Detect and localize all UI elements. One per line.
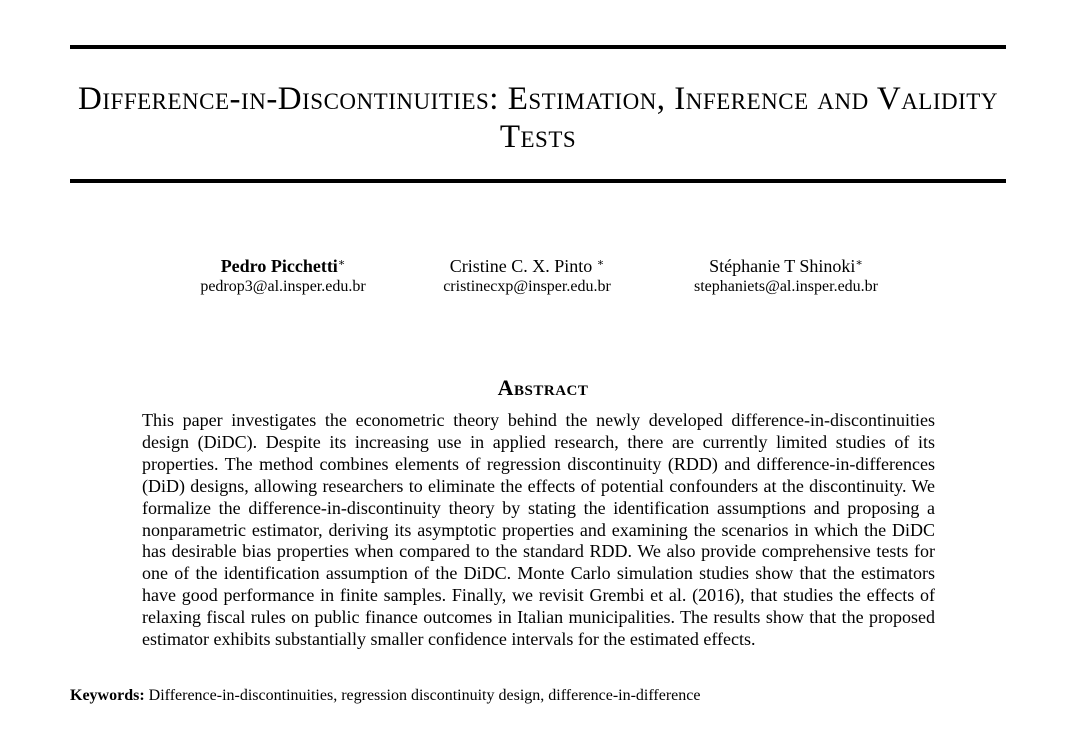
author-footnote-mark: ∗	[596, 257, 605, 269]
keywords-label: Keywords:	[70, 687, 145, 704]
author-name: Pedro Picchetti	[220, 256, 338, 276]
author-name: Stéphanie T Shinoki	[709, 256, 856, 276]
paper-title: Difference-in-Discontinuities: Estimation, Inference and Validity Tests	[78, 81, 998, 155]
author-email: pedrop3@al.insper.edu.br	[200, 278, 366, 295]
abstract-heading: Abstract	[497, 375, 589, 400]
author-3	[656, 252, 916, 297]
author-email: cristinecxp@insper.edu.br	[443, 278, 611, 295]
author-name: Cristine C. X. Pinto	[449, 256, 597, 276]
author-1	[153, 252, 413, 297]
author-footnote-mark: ∗	[855, 257, 863, 269]
top-rule	[70, 45, 1006, 49]
author-2	[397, 252, 657, 297]
keywords-text: Difference-in-discontinuities, regression discontinuity design, difference-in-difference	[148, 687, 701, 704]
author-footnote-mark: ∗	[337, 257, 346, 269]
bottom-rule	[70, 179, 1006, 183]
author-block	[0, 252, 1086, 302]
abstract-text: This paper investigates the econometric theory behind the newly developed difference-in-discontinuities design (DiDC). Despite its increasing use in applied research, there are currently limited studies of its properties. The method combines elements of regression discontinuity (RDD) and difference-in-differences (DiD) designs, allowing researchers to eliminate the effects of potential confounders at the discontinuity. We formalize the difference-in-discontinuity theory by stating the identification assumptions and proposing a nonparametric estimator, deriving its asymptotic properties and examining the scenarios in which the DiDC has desirable bias properties when compared to the standard RDD. We also provide comprehensive tests for one of the identification assumption of the DiDC. Monte Carlo simulation studies show that the estimators have good performance in finite samples. Finally, we revisit Grembi et al. (2016), that studies the effects of relaxing fiscal rules on public finance outcomes in Italian municipalities. The results show that the proposed estimator exhibits substantially smaller confidence intervals for the estimated effects.	[142, 410, 935, 650]
keywords-line	[70, 686, 1006, 706]
author-email: stephaniets@al.insper.edu.br	[693, 278, 879, 295]
